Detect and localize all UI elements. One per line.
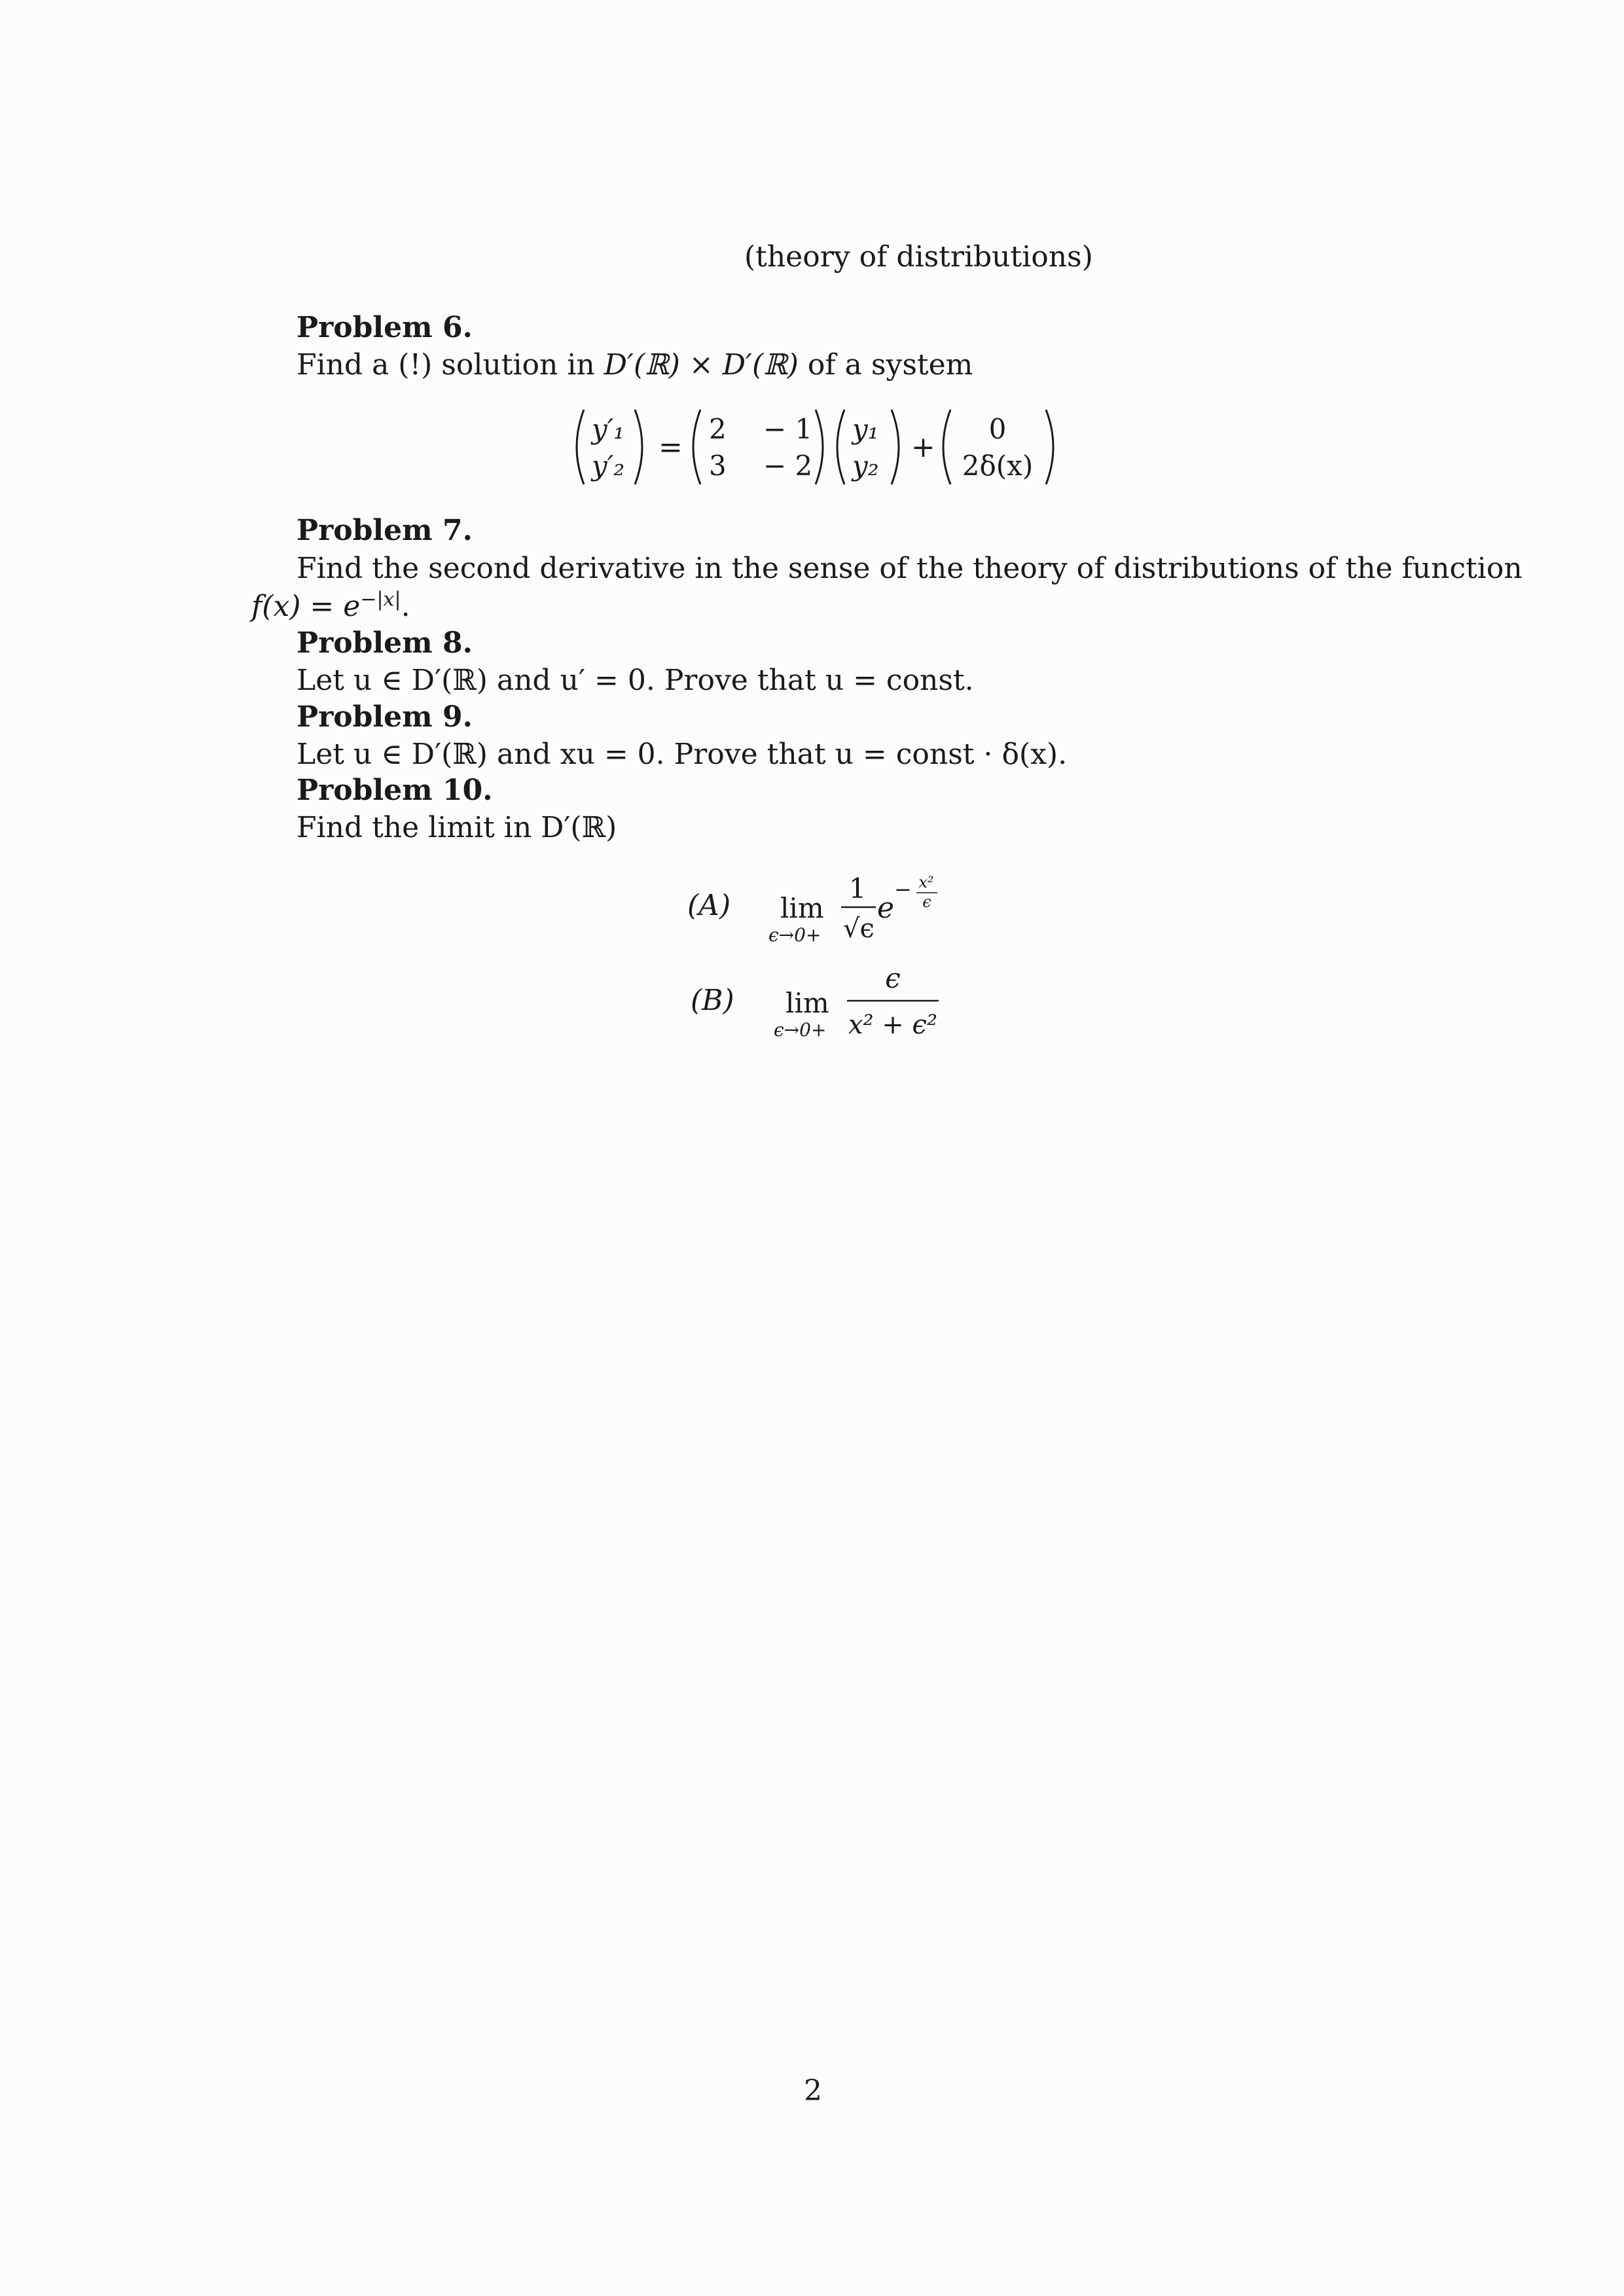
problem-7-function: f(x) = e <box>251 590 361 623</box>
limit-b-denominator: x² + ϵ² <box>848 1010 937 1040</box>
problem-6-system-equation <box>569 404 1074 490</box>
problem-8-title: Problem 8. <box>297 626 473 660</box>
limit-a-factor: e <box>877 891 895 925</box>
matrix-left-paren <box>693 410 700 484</box>
problem-7-line-2 <box>251 588 410 625</box>
limit-b-lim: lim <box>785 987 829 1019</box>
limit-a-label: (A) <box>687 889 731 922</box>
plus-sign: + <box>911 431 935 464</box>
problem-7-line-1: Find the second derivative in the sense of the theory of distributions of the function <box>297 552 1523 585</box>
equals-sign: = <box>659 431 683 464</box>
problem-9-statement: Let u ∈ D′(ℝ) and xu = 0. Prove that u = const · δ(x). <box>297 738 1068 771</box>
lhs-left-paren <box>577 410 584 484</box>
lhs-entry-1: y′₁ <box>592 413 625 445</box>
limit-a-denominator: √ϵ <box>843 914 875 944</box>
y-right-paren <box>892 410 899 484</box>
problem-8-statement: Let u ∈ D′(ℝ) and u′ = 0. Prove that u = const. <box>297 664 974 697</box>
rhs-entry-1: 0 <box>988 413 1007 445</box>
matrix-a12: − 1 <box>763 413 813 445</box>
limit-b-formula <box>681 959 1008 1050</box>
problem-6-text-before: Find a (!) solution in <box>297 348 604 382</box>
matrix-right-paren <box>816 410 823 484</box>
problem-7-period: . <box>401 590 410 623</box>
problem-7-title: Problem 7. <box>297 514 473 547</box>
limit-b-sub: ϵ→0+ <box>774 1019 827 1041</box>
problem-10-title: Problem 10. <box>297 774 493 807</box>
limit-a-sub: ϵ→0+ <box>768 924 821 946</box>
limit-a-numerator: 1 <box>848 872 867 905</box>
rhs-left-paren <box>943 410 950 484</box>
matrix-a11: 2 <box>709 413 727 445</box>
problem-7-exponent: −|x| <box>360 588 401 611</box>
matrix-a21: 3 <box>709 450 727 482</box>
lhs-right-paren <box>635 410 642 484</box>
problem-10-statement: Find the limit in D′(ℝ) <box>297 811 617 844</box>
problem-6-space: D′(ℝ) × D′(ℝ) <box>604 348 799 382</box>
page-subtitle: (theory of distributions) <box>744 240 1093 274</box>
y-left-paren <box>837 410 844 484</box>
limit-a-exp-sign: − <box>894 877 912 902</box>
rhs-right-paren <box>1046 410 1053 484</box>
problem-9-title: Problem 9. <box>297 700 473 734</box>
limit-a-exp-num: x² <box>918 873 934 891</box>
y-entry-1: y₁ <box>852 413 879 445</box>
page-number: 2 <box>804 2074 822 2108</box>
limit-b-label: (B) <box>691 984 734 1017</box>
problem-6-statement <box>297 347 973 384</box>
limit-b-numerator: ϵ <box>885 962 901 994</box>
limit-a-formula <box>681 864 1008 956</box>
limit-a-lim: lim <box>780 892 824 924</box>
problem-6-title: Problem 6. <box>297 311 473 344</box>
problem-6-text-after: of a system <box>798 348 973 382</box>
y-entry-2: y₂ <box>852 450 879 482</box>
limit-a-exp-den: ϵ <box>922 893 931 911</box>
lhs-entry-2: y′₂ <box>592 450 625 482</box>
matrix-a22: − 2 <box>763 450 813 482</box>
rhs-entry-2: 2δ(x) <box>962 450 1034 482</box>
